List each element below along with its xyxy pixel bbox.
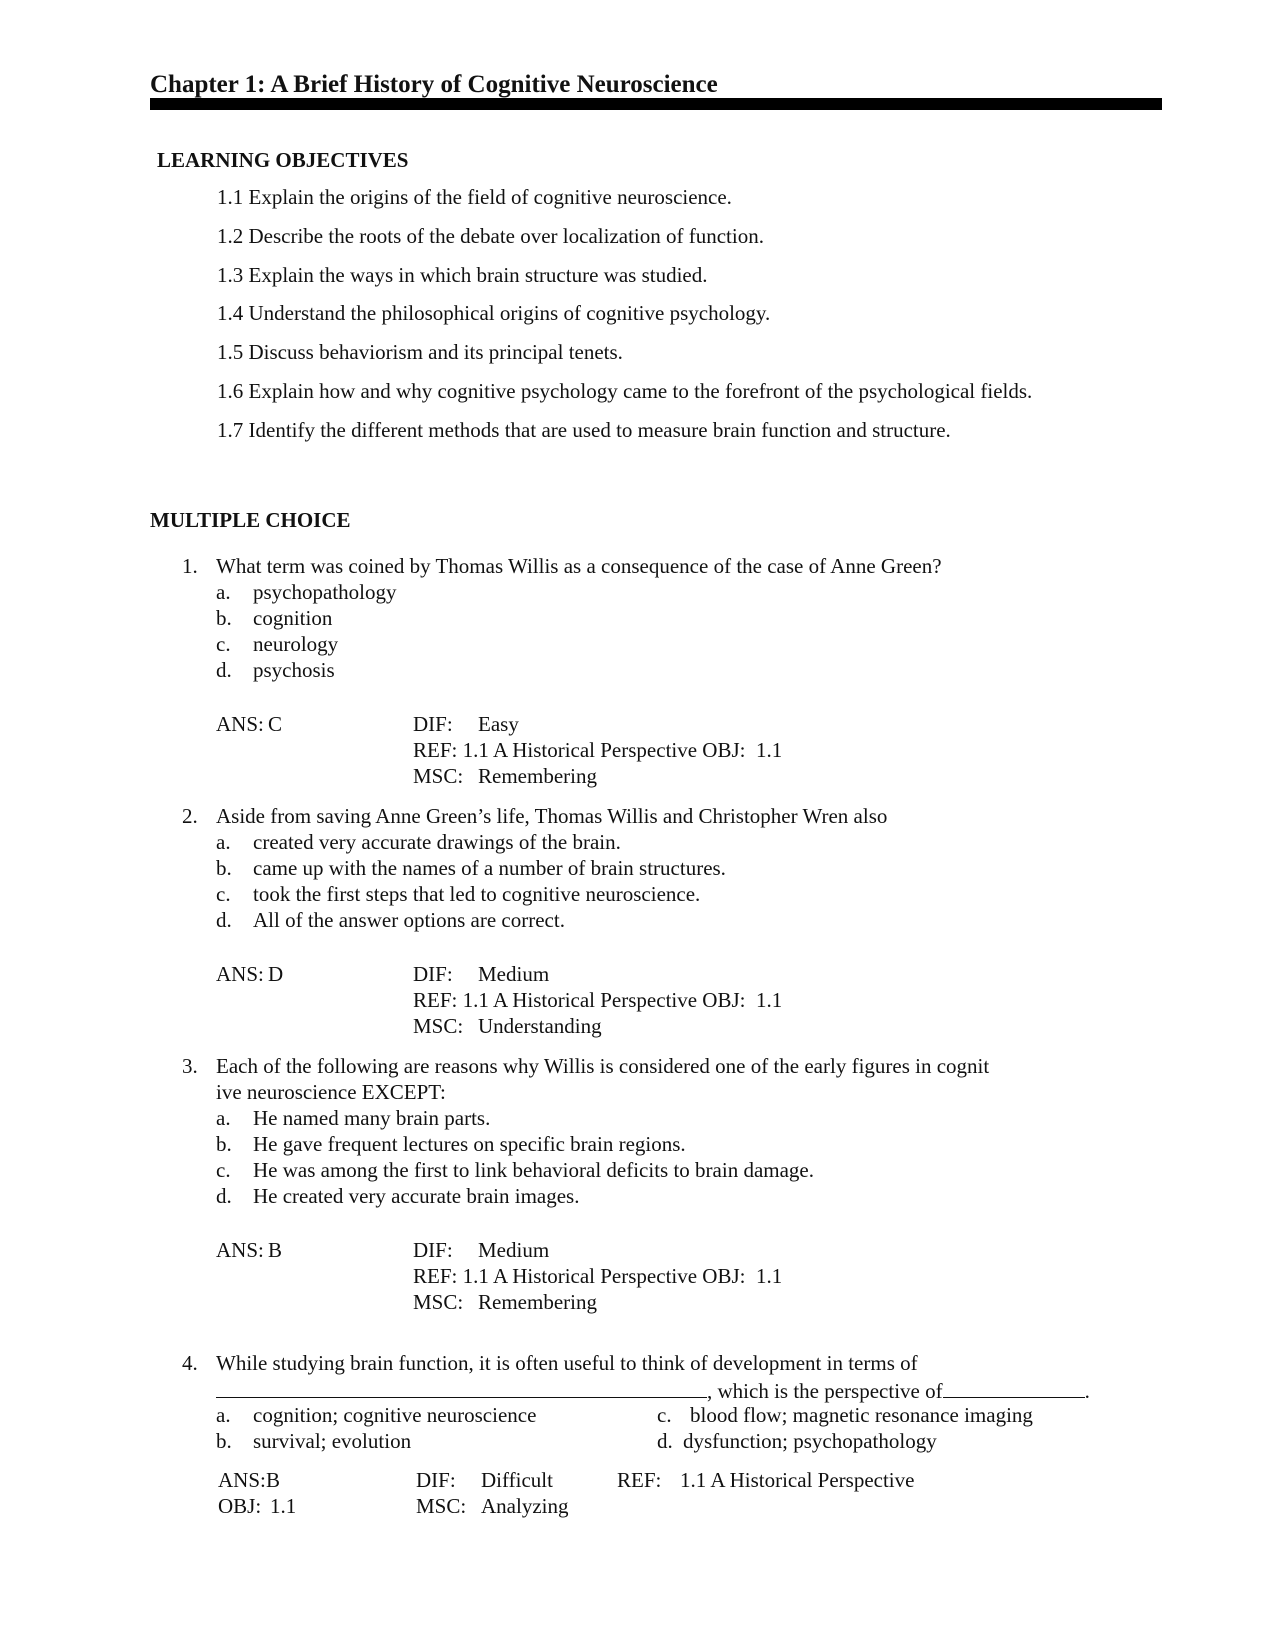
- question-number: 4.: [182, 1351, 198, 1375]
- option-letter: c.: [216, 1158, 231, 1182]
- answer-value: B: [268, 1238, 283, 1262]
- difficulty-value: Medium: [478, 962, 550, 986]
- option-letter: a.: [216, 1106, 231, 1130]
- option-text: He was among the first to link behavioral deficits to brain damage.: [253, 1158, 815, 1182]
- option-letter: d.: [657, 1429, 673, 1453]
- difficulty-value: Easy: [478, 712, 519, 736]
- objective-value: 1.1: [270, 1494, 297, 1518]
- option-letter: a.: [216, 580, 231, 604]
- option-text: created very accurate drawings of the brain.: [253, 830, 621, 854]
- msc-label: MSC:: [413, 1014, 464, 1038]
- answer-label: ANS:: [216, 962, 264, 986]
- option-text: All of the answer options are correct.: [253, 908, 565, 932]
- option-letter: b.: [216, 1132, 232, 1156]
- option-letter: c.: [216, 882, 231, 906]
- option-text: He created very accurate brain images.: [253, 1184, 580, 1208]
- objective-item: 1.7 Identify the different methods that are used to measure brain function and structure.: [217, 418, 951, 442]
- question-number: 2.: [182, 804, 198, 828]
- question-stem: Aside from saving Anne Green’s life, Thomas Willis and Christopher Wren also: [216, 804, 888, 828]
- difficulty-value: Medium: [478, 1238, 550, 1262]
- stem-fragment: , which is the perspective of: [707, 1379, 943, 1403]
- answer-blank-2: [943, 1379, 1085, 1398]
- difficulty-label: DIF:: [413, 1238, 453, 1262]
- answer-label: ANS:: [218, 1468, 266, 1492]
- option-text: dysfunction; psychopathology: [683, 1429, 937, 1453]
- msc-value: Remembering: [478, 1290, 597, 1314]
- question-stem: What term was coined by Thomas Willis as a consequence of the case of Anne Green?: [216, 554, 942, 578]
- difficulty-label: DIF:: [413, 712, 453, 736]
- option-text: survival; evolution: [253, 1429, 412, 1453]
- option-text: psychosis: [253, 658, 335, 682]
- question-stem: While studying brain function, it is often useful to think of development in terms of: [216, 1351, 918, 1375]
- option-letter: a.: [216, 830, 231, 854]
- msc-value: Analyzing: [481, 1494, 569, 1518]
- option-letter: a.: [216, 1403, 231, 1427]
- msc-label: MSC:: [413, 764, 464, 788]
- difficulty-label: DIF:: [416, 1468, 456, 1492]
- option-text: came up with the names of a number of brain structures.: [253, 856, 726, 880]
- reference-line: REF: 1.1 A Historical Perspective OBJ: 1.1: [413, 1264, 783, 1288]
- objective-item: 1.3 Explain the ways in which brain structure was studied.: [217, 263, 708, 287]
- objective-item: 1.1 Explain the origins of the field of cognitive neuroscience.: [217, 185, 732, 209]
- question-number: 3.: [182, 1054, 198, 1078]
- question-stem: Each of the following are reasons why Willis is considered one of the early figures in cognit: [216, 1054, 990, 1078]
- option-letter: b.: [216, 606, 232, 630]
- objective-item: 1.4 Understand the philosophical origins of cognitive psychology.: [217, 301, 771, 325]
- answer-value: B: [266, 1468, 281, 1492]
- difficulty-label: DIF:: [413, 962, 453, 986]
- option-letter: d.: [216, 658, 232, 682]
- option-text: blood flow; magnetic resonance imaging: [690, 1403, 1033, 1427]
- chapter-title: Chapter 1: A Brief History of Cognitive Neuroscience: [150, 71, 718, 98]
- difficulty-value: Difficult: [481, 1468, 553, 1492]
- title-rule: [150, 98, 1162, 110]
- answer-label: ANS:: [216, 1238, 264, 1262]
- option-text: cognition: [253, 606, 333, 630]
- option-text: cognition; cognitive neuroscience: [253, 1403, 537, 1427]
- option-text: He named many brain parts.: [253, 1106, 491, 1130]
- question-stem-continued: [216, 1379, 1090, 1402]
- stem-end: .: [1084, 1379, 1090, 1403]
- answer-value: D: [268, 962, 284, 986]
- msc-label: MSC:: [416, 1494, 467, 1518]
- option-text: neurology: [253, 632, 339, 656]
- objective-item: 1.2 Describe the roots of the debate over localization of function.: [217, 224, 764, 248]
- option-letter: c.: [657, 1403, 672, 1427]
- msc-value: Remembering: [478, 764, 597, 788]
- learning-objectives-heading: LEARNING OBJECTIVES: [157, 148, 409, 172]
- reference-line: REF: 1.1 A Historical Perspective OBJ: 1.1: [413, 988, 783, 1012]
- option-letter: c.: [216, 632, 231, 656]
- option-letter: b.: [216, 856, 232, 880]
- answer-blank-1: [216, 1379, 707, 1398]
- question-stem-continued: ive neuroscience EXCEPT:: [216, 1080, 446, 1104]
- option-text: psychopathology: [253, 580, 397, 604]
- reference-line: REF: 1.1 A Historical Perspective OBJ: 1.1: [413, 738, 783, 762]
- option-text: He gave frequent lectures on specific brain regions.: [253, 1132, 686, 1156]
- objective-item: 1.6 Explain how and why cognitive psychology came to the forefront of the psychological fields.: [217, 379, 1033, 403]
- msc-value: Understanding: [478, 1014, 602, 1038]
- question-number: 1.: [182, 554, 198, 578]
- answer-label: ANS:: [216, 712, 264, 736]
- reference-value: 1.1 A Historical Perspective: [680, 1468, 915, 1492]
- objective-label: OBJ:: [218, 1494, 262, 1518]
- option-letter: d.: [216, 908, 232, 932]
- msc-label: MSC:: [413, 1290, 464, 1314]
- option-text: took the first steps that led to cognitive neuroscience.: [253, 882, 701, 906]
- option-letter: b.: [216, 1429, 232, 1453]
- objective-item: 1.5 Discuss behaviorism and its principal tenets.: [217, 340, 623, 364]
- option-letter: d.: [216, 1184, 232, 1208]
- multiple-choice-heading: MULTIPLE CHOICE: [150, 508, 351, 532]
- reference-label: REF:: [617, 1468, 662, 1492]
- answer-value: C: [268, 712, 283, 736]
